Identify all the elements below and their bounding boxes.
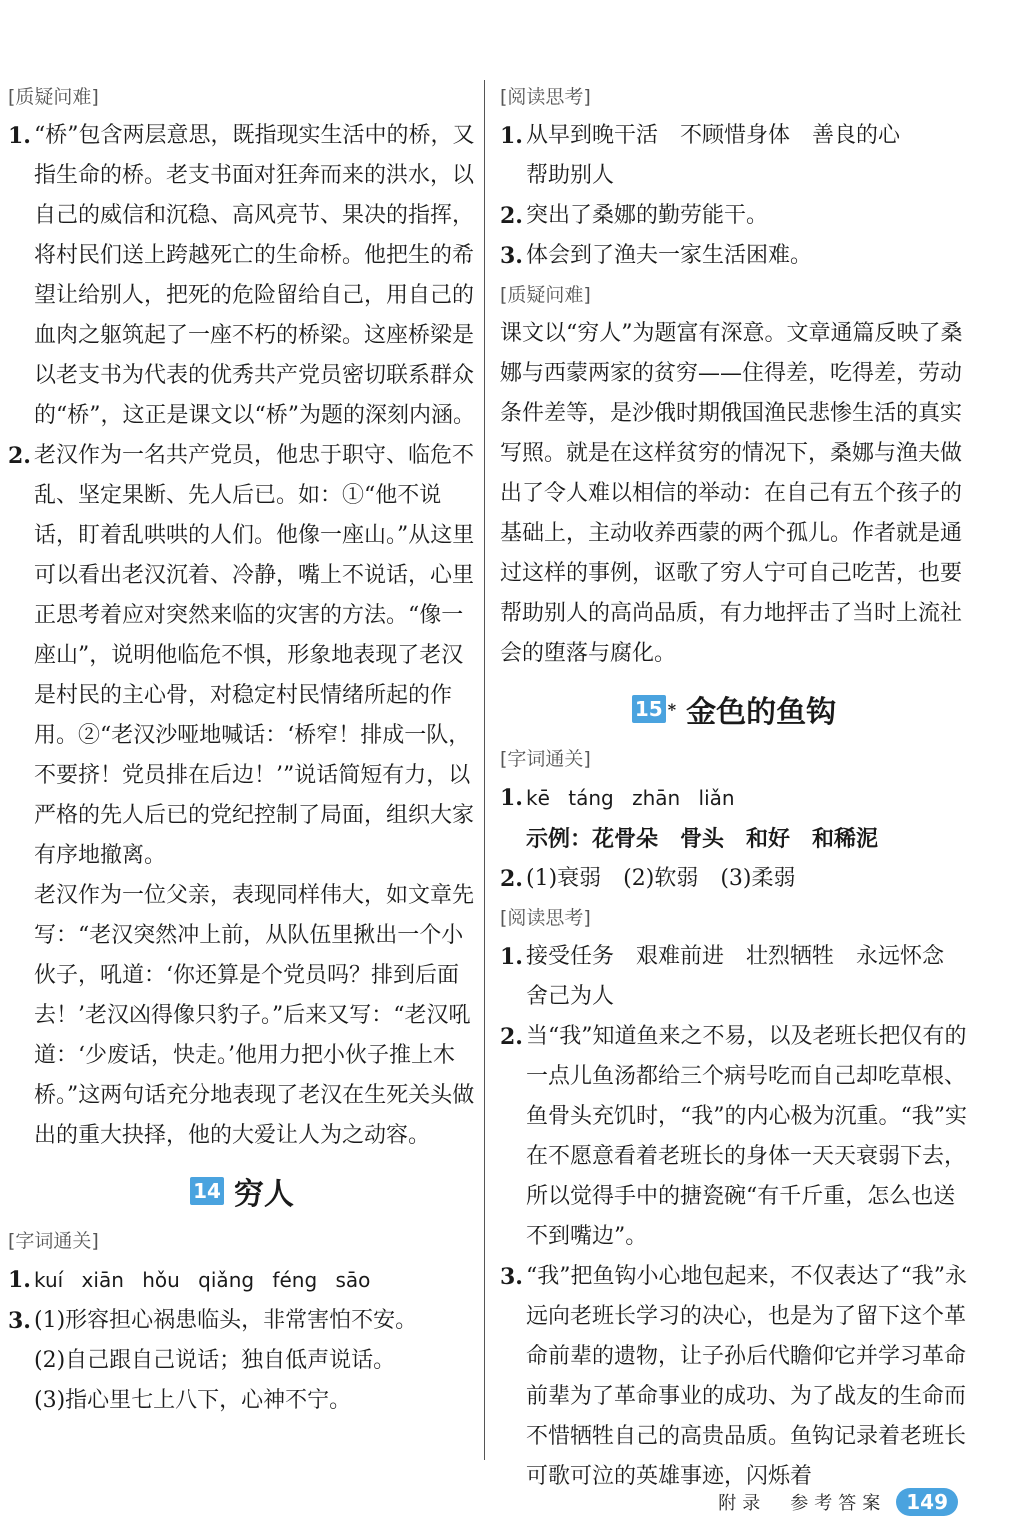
answer-subitem: (3)指心里七上八下，心神不宁。: [34, 1388, 352, 1413]
right-column: [500, 78, 968, 1497]
answer-subitem: (2)自己跟自己说话；独自低声说话。: [34, 1348, 396, 1373]
left-column: [8, 78, 476, 1421]
section-tag-zici: [字词通关]: [8, 1230, 99, 1252]
lesson-title: [500, 680, 968, 738]
answer-item: 2. 当“我”知道鱼来之不易，以及老班长把仅有的一点儿鱼汤都给三个病号吃而自己却吃草根、鱼骨头充饥时，“我”的内心极为沉重。“我”实在不愿意看着老班长的身体一天天衰弱下去，所以觉得手中的搪瓷碗“有千斤重，怎么也送不到嘴边”。: [500, 1024, 967, 1249]
section-tag-zhiyi: [质疑问难]: [500, 284, 591, 306]
footer-label: 附录 参考答案: [718, 1493, 887, 1514]
answer-item: 1. 从早到晚干活 不顾惜身体 善良的心: [500, 123, 901, 149]
section-tag-zhiyi: [质疑问难]: [8, 86, 99, 108]
answer-paragraph: 课文以“穷人”为题富有深意。文章通篇反映了桑娜与西蒙两家的贫穷——住得差，吃得差，劳动条件差等，是沙俄时期俄国渔民悲惨生活的真实写照。就是在这样贫穷的情况下，桑娜与渔夫做出了令人难以相信的举动：在自己有五个孩子的基础上，主动收养西蒙的两个孤儿。作者就是通过这样的事例，讴歌了穷人宁可自己吃苦，也要帮助别人的高尚品质，有力地抨击了当时上流社会的堕落与腐化。: [500, 321, 963, 666]
page-number-badge: 149: [896, 1488, 958, 1516]
lesson-star-mark: *: [667, 699, 677, 719]
lesson-name: 穷人: [233, 1177, 294, 1212]
answer-item: 1. kuí xiān hǒu qiǎng féng sāo: [8, 1267, 371, 1293]
answer-item: 3. (1)形容担心祸患临头，非常害怕不安。: [8, 1308, 418, 1334]
answer-item: 1. 接受任务 艰难前进 壮烈牺牲 永远怀念 舍己为人: [500, 944, 967, 1009]
answer-item: 2. 老汉作为一名共产党员，他忠于职守、临危不乱、坚定果断、先人后已。如：①“他不说话，盯着乱哄哄的人们。他像一座山。”从这里可以看出老汉沉着、冷静，嘴上不说话，心里正思考着应对突然来临的灾害的方法。“像一座山”，说明他临危不惧，形象地表现了老汉是村民的主心骨，对稳定村民情绪所起的作用。②“老汉沙哑地喊话：‘桥窄！排成一队，不要挤！党员排在后边！’”说话简短有力，以严格的先人后已的党纪控制了局面，组织大家有序地撤离。: [8, 443, 475, 868]
section-tag-yuedu: [阅读思考]: [500, 86, 591, 108]
answer-item: 3. 体会到了渔夫一家生活困难。: [500, 243, 813, 269]
answer-continuation: 帮助别人: [526, 163, 615, 188]
lesson-number-badge: 14: [190, 1177, 224, 1205]
answer-item: 3. “我”把鱼钩小心地包起来，不仅表达了“我”永远向老班长学习的决心，也是为了留下这个革命前辈的遗物，让子孙后代瞻仰它并学习革命前辈为了革命事业的成功、为了战友的生命而不惜牺牲自己的高贵品质。鱼钩记录着老班长可歌可泣的英雄事迹，闪烁着: [500, 1264, 967, 1489]
lesson-title: [8, 1162, 476, 1220]
answer-item: 1. kē táng zhān liǎn: [500, 785, 735, 811]
section-tag-zici: [字词通关]: [500, 748, 591, 770]
lesson-name: 金色的鱼钩: [686, 695, 837, 730]
answer-continuation: 老汉作为一位父亲，表现同样伟大，如文章先写：“老汉突然冲上前，从队伍里揪出一个小伙子，吼道：‘你还算是个党员吗？排到后面去！’老汉凶得像只豹子。”后来又写：“老汉吼道：‘少废话，快走。’他用力把小伙子推上木桥。”这两句话充分地表现了老汉在生死关头做出的重大抉择，他的大爱让人为之动容。: [34, 883, 475, 1148]
answer-item: 2. 突出了桑娜的勤劳能干。: [500, 203, 769, 229]
answer-example: 示例：花骨朵 骨头 和好 和稀泥: [526, 826, 879, 852]
section-tag-yuedu: [阅读思考]: [500, 907, 591, 929]
answer-item: 1. “桥”包含两层意思，既指现实生活中的桥，又指生命的桥。老支书面对狂奔而来的洪水，以自己的威信和沉稳、高风亮节、果决的指挥，将村民们送上跨越死亡的生命桥。他把生的希望让给别人，把死的危险留给自己，用自己的血肉之躯筑起了一座不朽的桥梁。这座桥梁是以老支书为代表的优秀共产党员密切联系群众的“桥”，这正是课文以“桥”为题的深刻内涵。: [8, 123, 475, 428]
column-divider: [484, 80, 485, 1460]
page-footer: [718, 1488, 958, 1516]
answer-item: 2. (1)衰弱 (2)软弱 (3)柔弱: [500, 866, 796, 892]
lesson-number-badge: 15: [632, 695, 666, 723]
